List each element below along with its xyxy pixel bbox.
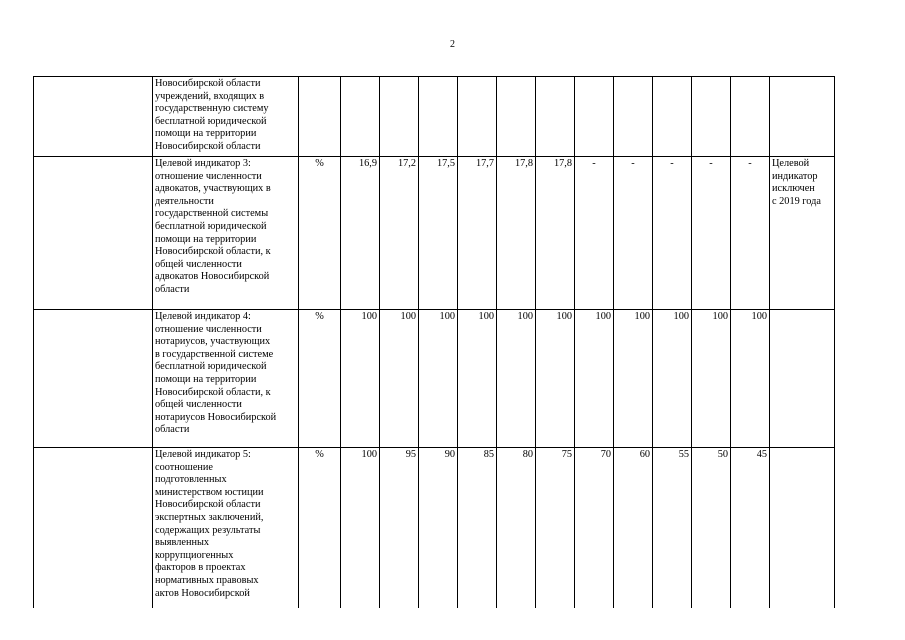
value-cell: 90: [419, 448, 458, 608]
indicator-name-line: области: [155, 424, 190, 436]
table-row: [34, 310, 835, 448]
note-cell: [770, 77, 835, 157]
value-cell: 17,8: [497, 157, 536, 310]
indicator-name-line: нотариусов, участвующих: [155, 336, 271, 348]
indicator-name-line: Новосибирской области: [155, 499, 261, 511]
value-cell: -: [653, 157, 692, 310]
note-line: Целевой: [772, 158, 810, 169]
indicator-name-line: бесплатной юридической: [155, 361, 267, 373]
unit-cell: %: [299, 310, 341, 448]
indicator-name-line: соотношение: [155, 461, 213, 473]
value-cell: [419, 77, 458, 157]
value-cell: [731, 77, 770, 157]
indicator-name-line: учреждений, входящих в: [155, 90, 265, 102]
indicator-name-line: Целевой индикатор 4:: [155, 311, 251, 322]
note-line: индикатор: [772, 170, 818, 182]
indicator-name-line: помощи на территории: [155, 233, 257, 245]
value-cell: 17,2: [380, 157, 419, 310]
indicator-name-line: Новосибирской области: [155, 78, 261, 89]
program-cell: [34, 310, 153, 448]
indicator-name-line: коррупциогенных: [155, 549, 234, 561]
unit-cell: [299, 77, 341, 157]
indicator-name-line: Новосибирской области, к: [155, 246, 271, 258]
indicator-name-line: экспертных заключений,: [155, 511, 264, 523]
value-cell: [536, 77, 575, 157]
value-cell: 95: [380, 448, 419, 608]
value-cell: [692, 77, 731, 157]
value-cell: 100: [497, 310, 536, 448]
table-row: [34, 77, 835, 157]
value-cell: [341, 77, 380, 157]
value-cell: -: [575, 157, 614, 310]
note-cell: [770, 157, 835, 310]
indicator-name-line: бесплатной юридической: [155, 115, 267, 127]
indicator-name-line: помощи на территории: [155, 128, 257, 140]
note-line: с 2019 года: [772, 195, 821, 207]
indicator-name-line: Целевой индикатор 5:: [155, 449, 251, 460]
value-cell: 17,8: [536, 157, 575, 310]
unit-cell: %: [299, 448, 341, 608]
value-cell: 17,7: [458, 157, 497, 310]
indicator-name-line: общей численности: [155, 399, 242, 411]
indicator-name-line: адвокатов, участвующих в: [155, 183, 271, 195]
indicators-table: [33, 76, 835, 608]
indicator-name-line: в государственной системе: [155, 348, 274, 360]
indicator-name-line: министерством юстиции: [155, 486, 264, 498]
unit-cell: %: [299, 157, 341, 310]
value-cell: 100: [653, 310, 692, 448]
indicator-name-cell: [153, 310, 299, 448]
indicator-name-line: государственной системы: [155, 208, 269, 220]
value-cell: [653, 77, 692, 157]
indicator-name-line: бесплатной юридической: [155, 220, 267, 232]
value-cell: 70: [575, 448, 614, 608]
value-cell: 100: [731, 310, 770, 448]
indicator-name-line: отношение численности: [155, 323, 262, 335]
table-row: [34, 157, 835, 310]
value-cell: [614, 77, 653, 157]
indicator-name-line: адвокатов Новосибирской: [155, 271, 270, 283]
indicator-name-line: подготовленных: [155, 474, 227, 486]
value-cell: 100: [575, 310, 614, 448]
value-cell: 100: [341, 448, 380, 608]
page-number: 2: [450, 39, 455, 50]
note-line: исключен: [772, 183, 815, 195]
note-cell: [770, 448, 835, 608]
indicator-name-cell: [153, 448, 299, 608]
indicator-name-line: деятельности: [155, 195, 214, 207]
value-cell: 100: [536, 310, 575, 448]
indicator-name-line: факторов в проектах: [155, 562, 246, 574]
value-cell: 45: [731, 448, 770, 608]
value-cell: 100: [692, 310, 731, 448]
table-row: [34, 448, 835, 608]
value-cell: 100: [341, 310, 380, 448]
value-cell: [380, 77, 419, 157]
value-cell: 60: [614, 448, 653, 608]
indicator-name-line: нотариусов Новосибирской: [155, 411, 277, 423]
value-cell: 80: [497, 448, 536, 608]
indicator-name-line: содержащих результаты: [155, 524, 261, 536]
value-cell: 100: [614, 310, 653, 448]
program-cell: [34, 157, 153, 310]
value-cell: [575, 77, 614, 157]
indicator-name-line: Новосибирской области: [155, 140, 261, 152]
value-cell: -: [731, 157, 770, 310]
value-cell: -: [692, 157, 731, 310]
value-cell: 100: [380, 310, 419, 448]
indicator-name-line: общей численности: [155, 258, 242, 270]
indicator-name-line: актов Новосибирской: [155, 587, 250, 599]
indicator-name-line: нормативных правовых: [155, 574, 259, 586]
indicator-name-cell: [153, 157, 299, 310]
value-cell: 100: [458, 310, 497, 448]
value-cell: 85: [458, 448, 497, 608]
value-cell: 100: [419, 310, 458, 448]
indicator-name-line: выявленных: [155, 537, 210, 549]
indicator-name-line: государственную систему: [155, 103, 269, 115]
indicator-name-line: области: [155, 283, 190, 295]
value-cell: -: [614, 157, 653, 310]
indicator-name-line: Целевой индикатор 3:: [155, 158, 251, 169]
indicator-name-line: Новосибирской области, к: [155, 386, 271, 398]
indicator-name-line: отношение численности: [155, 170, 262, 182]
indicator-name-cell: [153, 77, 299, 157]
value-cell: 50: [692, 448, 731, 608]
value-cell: 75: [536, 448, 575, 608]
value-cell: 16,9: [341, 157, 380, 310]
indicator-name-line: помощи на территории: [155, 373, 257, 385]
value-cell: [458, 77, 497, 157]
value-cell: [497, 77, 536, 157]
value-cell: 55: [653, 448, 692, 608]
value-cell: 17,5: [419, 157, 458, 310]
program-cell: [34, 77, 153, 157]
note-cell: [770, 310, 835, 448]
program-cell: [34, 448, 153, 608]
